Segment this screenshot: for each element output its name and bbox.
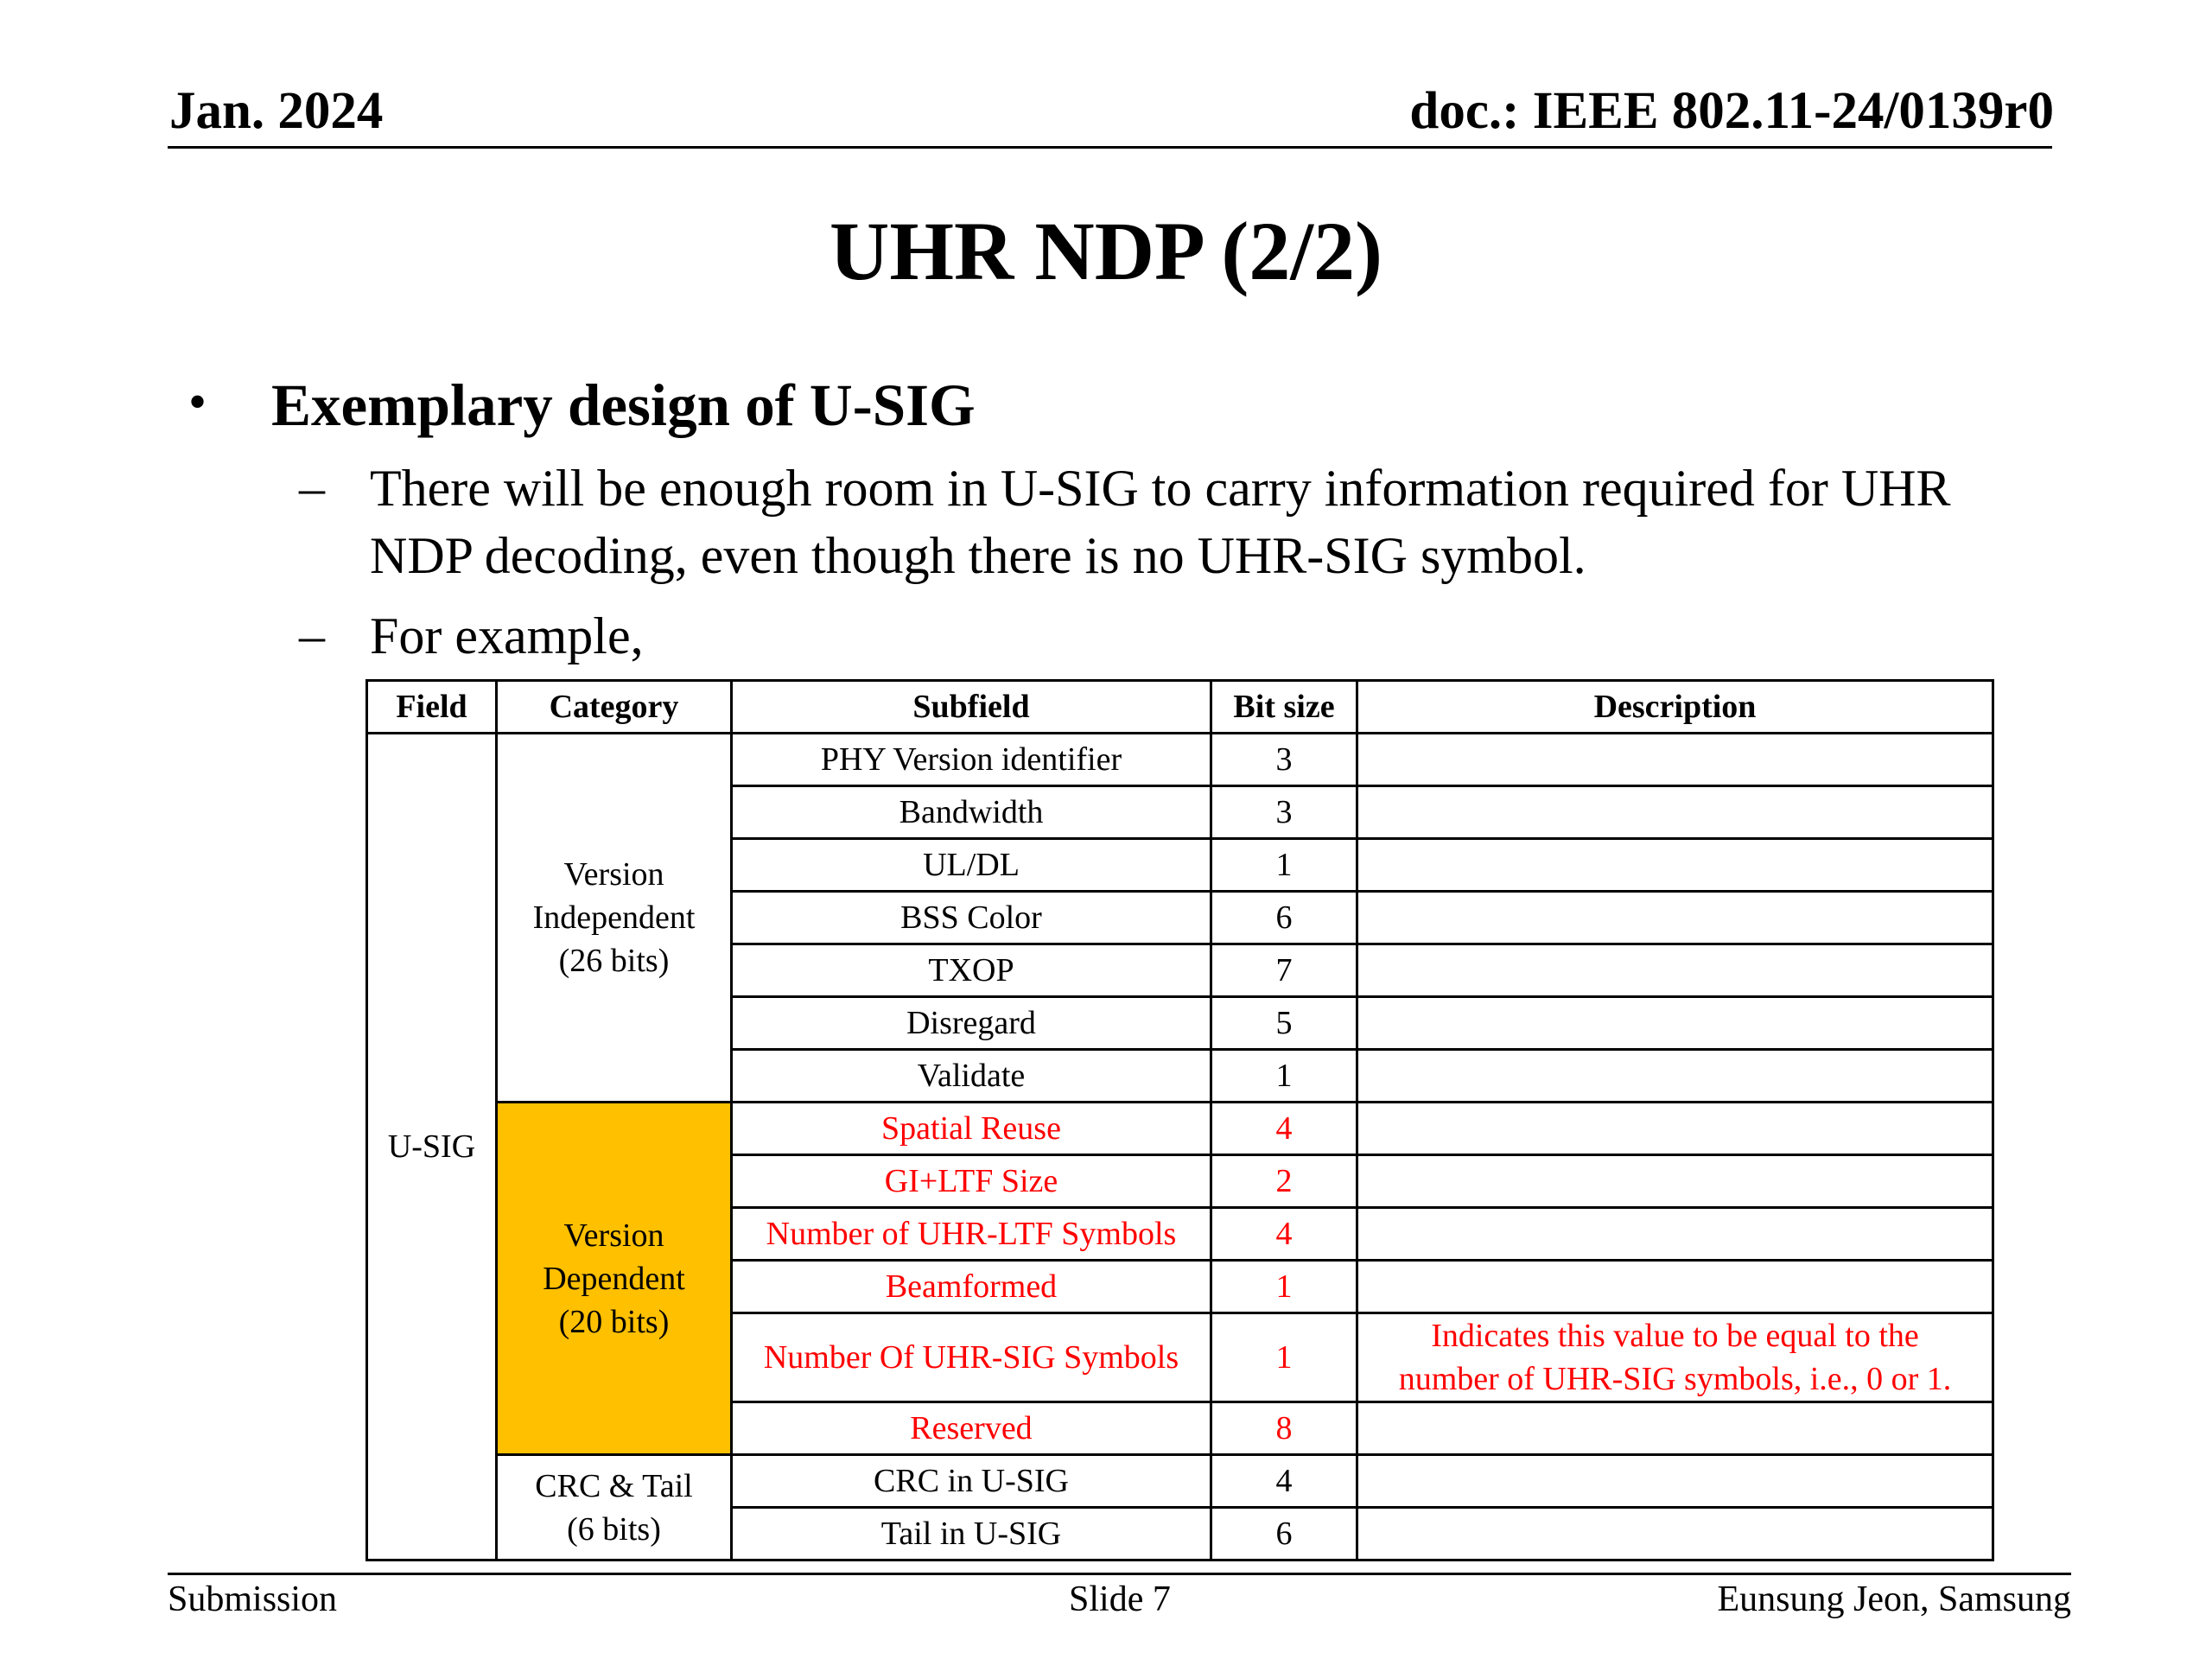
subfield-cell: Spatial Reuse <box>732 1103 1211 1155</box>
category-line: Version <box>563 1217 664 1254</box>
description-cell <box>1357 892 1993 944</box>
header-date: Jan. 2024 <box>169 82 384 140</box>
description-cell <box>1357 1208 1993 1261</box>
subfield-cell: Tail in U-SIG <box>732 1508 1211 1560</box>
subfield-cell: CRC in U-SIG <box>732 1455 1211 1508</box>
description-cell <box>1357 1402 1993 1455</box>
bit-size-cell: 4 <box>1211 1208 1357 1261</box>
category-version-independent <box>497 734 732 1103</box>
description-cell <box>1357 1261 1993 1313</box>
bit-size-cell: 6 <box>1211 1508 1357 1560</box>
description-cell <box>1357 1508 1993 1560</box>
header-category: Category <box>497 681 732 734</box>
category-version-dependent <box>497 1103 732 1455</box>
footer-rule <box>168 1573 2071 1575</box>
description-cell <box>1357 1155 1993 1208</box>
sub-bullet-marker: – <box>299 459 325 516</box>
category-line: Version <box>563 856 664 893</box>
category-line: CRC & Tail <box>535 1467 693 1504</box>
table-row <box>367 1103 1993 1155</box>
category-line: Dependent <box>543 1260 685 1297</box>
subfield-cell: PHY Version identifier <box>732 734 1211 786</box>
table-row <box>367 734 1993 786</box>
category-line: (26 bits) <box>558 943 670 979</box>
subfield-cell: Validate <box>732 1050 1211 1103</box>
description-cell <box>1357 944 1993 997</box>
subfield-cell: Disregard <box>732 997 1211 1050</box>
category-crc-tail <box>497 1455 732 1560</box>
table-row <box>367 1455 1993 1508</box>
description-line: number of UHR-SIG symbols, i.e., 0 or 1. <box>1398 1361 1952 1397</box>
bit-size-cell: 4 <box>1211 1455 1357 1508</box>
subfield-cell: BSS Color <box>732 892 1211 944</box>
subfield-cell: Beamformed <box>732 1261 1211 1313</box>
description-cell <box>1357 1455 1993 1508</box>
subfield-cell: Number of UHR-LTF Symbols <box>732 1208 1211 1261</box>
footer-author: Eunsung Jeon, Samsung <box>1717 1580 2071 1619</box>
footer-slide-number: Slide 7 <box>1069 1580 1171 1619</box>
footer-submission: Submission <box>168 1580 338 1619</box>
slide-title: UHR NDP (2/2) <box>830 205 1382 297</box>
bit-size-cell: 5 <box>1211 997 1357 1050</box>
bit-size-cell: 4 <box>1211 1103 1357 1155</box>
field-usig: U-SIG <box>367 734 497 1560</box>
header-description: Description <box>1357 681 1993 734</box>
bit-size-cell: 6 <box>1211 892 1357 944</box>
description-cell <box>1357 786 1993 839</box>
bit-size-cell: 1 <box>1211 1313 1357 1402</box>
header-field: Field <box>367 681 497 734</box>
description-cell <box>1357 1313 1993 1402</box>
sub-bullet-text: There will be enough room in U-SIG to carry information required for UHR NDP decoding, even though there is no UHR-SIG symbol. <box>370 460 1951 584</box>
bit-size-cell: 3 <box>1211 734 1357 786</box>
description-cell <box>1357 734 1993 786</box>
subfield-cell: UL/DL <box>732 839 1211 892</box>
table-header-row <box>367 681 1993 734</box>
description-cell <box>1357 997 1993 1050</box>
header-rule <box>168 146 2052 149</box>
bit-size-cell: 1 <box>1211 839 1357 892</box>
sub-bullet-text: For example, <box>370 607 644 664</box>
description-cell <box>1357 1103 1993 1155</box>
subfield-cell: GI+LTF Size <box>732 1155 1211 1208</box>
header-bit-size: Bit size <box>1211 681 1357 734</box>
sub-bullet-marker: – <box>299 607 325 664</box>
bit-size-cell: 1 <box>1211 1261 1357 1313</box>
description-cell <box>1357 839 1993 892</box>
subfield-cell: TXOP <box>732 944 1211 997</box>
subfield-cell: Number Of UHR-SIG Symbols <box>732 1313 1211 1402</box>
bit-size-cell: 1 <box>1211 1050 1357 1103</box>
bit-size-cell: 2 <box>1211 1155 1357 1208</box>
category-line: (6 bits) <box>567 1510 661 1548</box>
header-subfield: Subfield <box>732 681 1211 734</box>
bit-size-cell: 7 <box>1211 944 1357 997</box>
subfield-cell: Bandwidth <box>732 786 1211 839</box>
bullet-marker: • <box>188 373 207 430</box>
bullet-heading: Exemplary design of U-SIG <box>271 372 976 438</box>
description-line: Indicates this value to be equal to the <box>1431 1318 1919 1354</box>
bit-size-cell: 3 <box>1211 786 1357 839</box>
header-doc-id: doc.: IEEE 802.11-24/0139r0 <box>1409 82 2054 140</box>
bit-size-cell: 8 <box>1211 1402 1357 1455</box>
subfield-cell: Reserved <box>732 1402 1211 1455</box>
category-line: (20 bits) <box>558 1303 670 1340</box>
description-cell <box>1357 1050 1993 1103</box>
category-line: Independent <box>532 899 696 936</box>
usig-table <box>365 679 1994 1561</box>
